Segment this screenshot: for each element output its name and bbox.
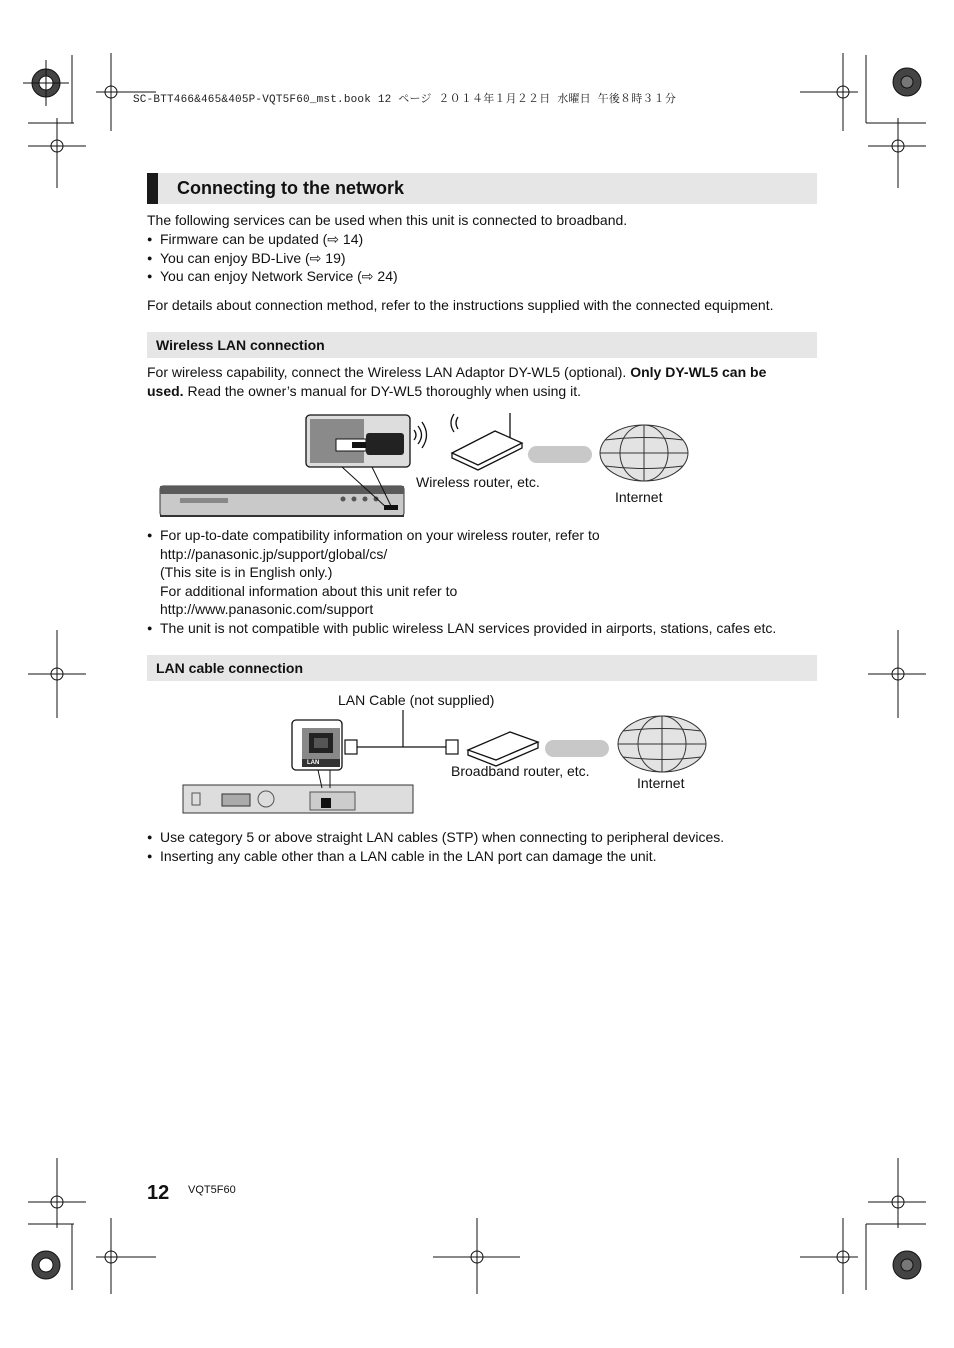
wireless-heading: Wireless LAN connection [156, 337, 325, 353]
note-line: ● The unit is not compatible with public wireless LAN services provided in airports, stations, cafes etc. [160, 619, 776, 638]
lan-cable-label: LAN Cable (not supplied) [338, 692, 495, 708]
print-header: SC-BTT466&465&405P-VQT5F60_mst.book 12 ページ ２０１４年１月２２日 水曜日 午後８時３１分 [133, 94, 677, 106]
wireless-bold-2: used. [147, 382, 184, 399]
note-line: (This site is in English only.) [160, 564, 333, 580]
wireless-signal-icon [414, 414, 458, 448]
details-text: For details about connection method, refer to the instructions supplied with the connected equipment. [147, 297, 774, 313]
network-link-pill [545, 740, 609, 757]
broadband-router-label: Broadband router, etc. [451, 763, 590, 779]
note-url: http://panasonic.jp/support/global/cs/ [160, 545, 388, 562]
wireless-diagram [0, 405, 954, 535]
broadband-router-icon [468, 732, 538, 766]
internet-globe-icon [600, 425, 688, 481]
lan-note: ● Use category 5 or above straight LAN cables (STP) when connecting to peripheral devices. [160, 828, 724, 847]
rear-panel-icon [183, 785, 413, 813]
note-url: http://www.panasonic.com/support [160, 601, 374, 617]
lan-port-label: LAN [307, 760, 320, 766]
wireless-bold-1: Only DY-WL5 can be [630, 364, 767, 380]
network-link-pill [528, 446, 592, 463]
service-item: ● Firmware can be updated (⇨ 14) [160, 230, 363, 249]
wireless-paragraph [147, 363, 766, 400]
page-number: 12 [147, 1182, 170, 1204]
note-line: For additional information about this unit refer to [160, 582, 458, 599]
wireless-router-label: Wireless router, etc. [416, 474, 540, 490]
internet-globe-icon [618, 716, 706, 772]
section-title: Connecting to the network [177, 178, 404, 198]
section-marker [147, 173, 158, 204]
lan-note: ● Inserting any cable other than a LAN cable in the LAN port can damage the unit. [160, 847, 657, 866]
service-item: ● You can enjoy Network Service (⇨ 24) [160, 267, 398, 286]
intro-text: The following services can be used when this unit is connected to broadband. [147, 212, 628, 228]
wireless-internet-label: Internet [615, 489, 663, 505]
lan-internet-label: Internet [637, 775, 685, 791]
service-item: ● You can enjoy BD-Live (⇨ 19) [160, 249, 346, 268]
wireless-text-2: Read the owner’s manual for DY-WL5 thoroughly when using it. [183, 382, 581, 399]
lan-heading: LAN cable connection [156, 660, 304, 676]
wireless-text-1: For wireless capability, connect the Wireless LAN Adaptor DY-WL5 (optional). [147, 364, 631, 380]
wireless-router-icon [452, 413, 522, 470]
note-line: ● For up-to-date compatibility information on your wireless router, refer to [160, 526, 600, 545]
lan-cable-icon [345, 710, 458, 754]
lan-port-callout-icon [292, 720, 342, 788]
document-code: VQT5F60 [188, 1184, 236, 1196]
